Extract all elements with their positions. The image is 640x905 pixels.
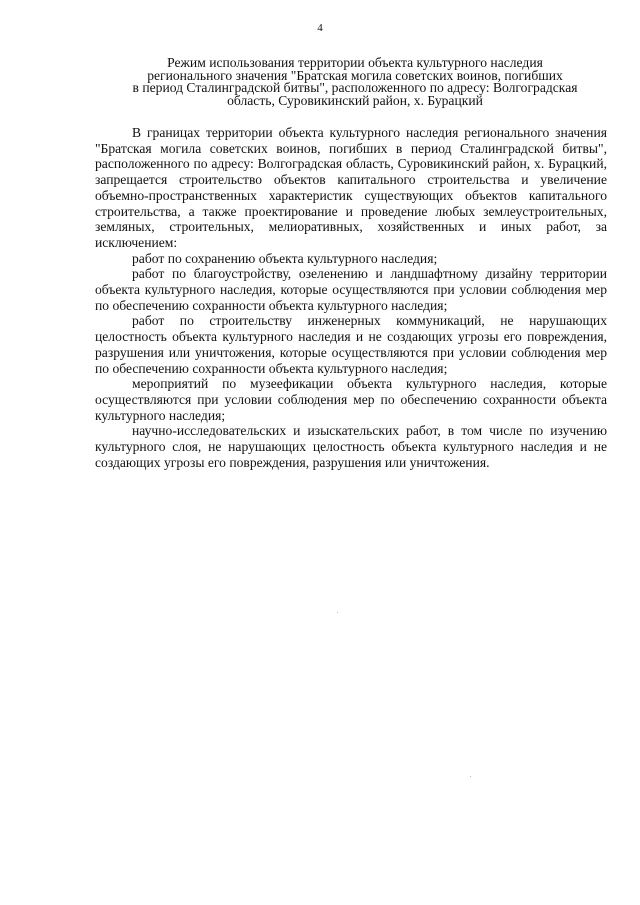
scan-speck — [337, 612, 338, 613]
title-line: в период Сталинградской битвы", расположенного по адресу: Волгоградская — [132, 80, 578, 95]
exception-item: работ по сохранению объекта культурного наследия; — [132, 250, 438, 266]
exception-item: работ по благоустройству, озеленению и ландшафтному дизайну территории объекта культурного наследия, которые осуществляются при условии соблюдения мер по обеспечению сохранности объекта культурного наследия; — [95, 266, 607, 313]
exception-item: мероприятий по музеефикации объекта культурного наследия, которые осуществляются при условии соблюдения мер по обеспечению сохранности объекта культурного наследия; — [95, 376, 607, 423]
exception-item: работ по строительству инженерных коммуникаций, не нарушающих целостность объекта культурного наследия и не создающих угрозы его повреждения, разрушения или уничтожения, которые осуществляются при условии соблюдения мер по обеспечению сохранности объекта культурного наследия; — [95, 313, 607, 376]
scan-speck — [470, 776, 471, 777]
exception-item: научно-исследовательских и изыскательских работ, в том числе по изучению культурного слоя, не нарушающих целостность объекта культурного наследия и не создающих угрозы его повреждения, разрушения или уничтожения. — [95, 423, 607, 470]
title-line: Режим использования территории объекта культурного наследия — [167, 55, 543, 70]
document-body — [95, 125, 607, 470]
intro-paragraph: В границах территории объекта культурного наследия регионального значения "Братская могила советских воинов, погибших в период Сталинградской битвы", расположенного по адресу: Волгоградская область, Суровикинский район, х. Бурацкий, запрещается строительство объектов капитального строительства и увеличение объемно-пространственных характеристик существующих объектов капитального строительства, а также проектирование и проведение любых землеустроительных, земляных, строительных, мелиоративных, хозяйственных и иных работ, за исключением: — [95, 125, 607, 250]
title-line: область, Суровикинский район, х. Бурацкий — [227, 92, 483, 108]
document-title — [95, 57, 615, 107]
title-line: регионального значения "Братская могила советских воинов, погибших — [147, 67, 563, 83]
page-number: 4 — [317, 22, 323, 34]
